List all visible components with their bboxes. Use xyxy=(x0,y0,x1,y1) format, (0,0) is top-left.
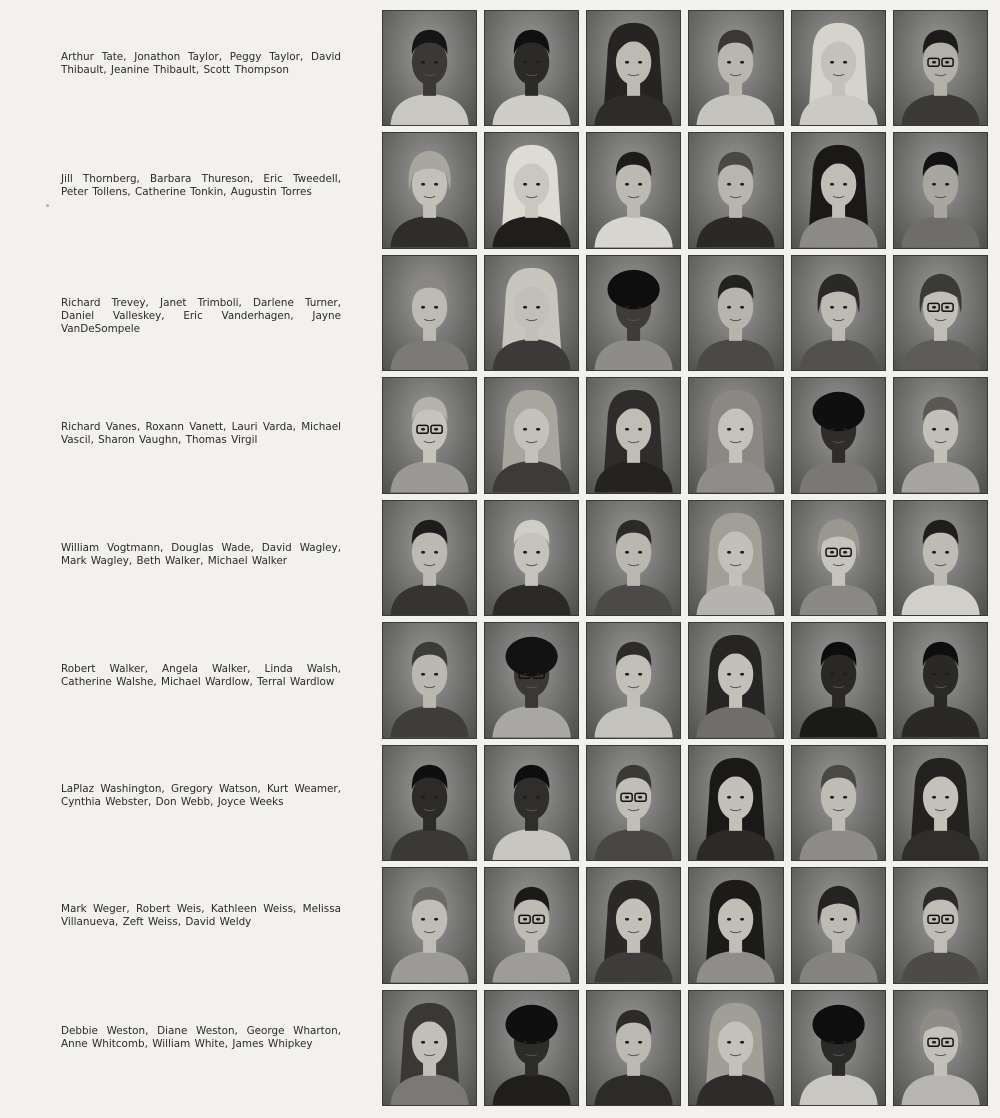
eye xyxy=(727,673,731,676)
shirt xyxy=(493,1073,571,1105)
portrait-figure xyxy=(383,256,476,370)
eye xyxy=(434,918,438,921)
portrait-figure xyxy=(894,378,987,492)
eye xyxy=(843,796,847,799)
portrait-grid xyxy=(382,10,988,1106)
portrait-figure xyxy=(894,256,987,370)
eye xyxy=(421,673,425,676)
portrait-figure xyxy=(485,11,578,125)
eye xyxy=(741,796,745,799)
eye xyxy=(945,551,949,554)
portrait-figure xyxy=(587,256,680,370)
eye xyxy=(741,918,745,921)
eye xyxy=(434,61,438,64)
shirt xyxy=(799,829,877,861)
page-speck xyxy=(46,204,49,207)
student-portrait xyxy=(484,990,579,1106)
student-portrait xyxy=(893,255,988,371)
eye xyxy=(421,796,425,799)
portrait-figure xyxy=(587,11,680,125)
student-portrait xyxy=(586,990,681,1106)
eye xyxy=(945,918,949,921)
hair-top xyxy=(506,1004,558,1043)
eye xyxy=(741,306,745,309)
portrait-figure xyxy=(894,501,987,615)
eye xyxy=(932,673,936,676)
portrait-figure xyxy=(383,501,476,615)
eye xyxy=(932,551,936,554)
student-portrait xyxy=(791,745,886,861)
portrait-figure xyxy=(689,746,782,860)
shirt xyxy=(799,706,877,738)
eye xyxy=(434,1040,438,1043)
eye xyxy=(945,183,949,186)
eye xyxy=(932,1040,936,1043)
eye xyxy=(625,183,629,186)
student-portrait xyxy=(688,10,783,126)
student-portrait xyxy=(893,500,988,616)
shirt xyxy=(697,216,775,248)
eye xyxy=(945,306,949,309)
eye xyxy=(638,1040,642,1043)
shirt xyxy=(493,706,571,738)
portrait-figure xyxy=(383,133,476,247)
eye xyxy=(434,551,438,554)
eye xyxy=(932,428,936,431)
eye xyxy=(421,918,425,921)
name-caption: Robert Walker, Angela Walker, Linda Walsh, Catherine Walshe, Michael Wardlow, Terral Wardlow xyxy=(61,663,341,688)
eye xyxy=(434,306,438,309)
eye xyxy=(830,551,834,554)
shirt xyxy=(390,94,468,126)
eye xyxy=(945,796,949,799)
student-portrait xyxy=(484,745,579,861)
student-portrait xyxy=(484,10,579,126)
student-portrait xyxy=(484,132,579,248)
eye xyxy=(638,918,642,921)
eye xyxy=(741,673,745,676)
student-portrait xyxy=(586,745,681,861)
student-portrait xyxy=(791,867,886,983)
eye xyxy=(843,551,847,554)
student-portrait xyxy=(586,132,681,248)
student-portrait xyxy=(893,867,988,983)
shirt xyxy=(799,339,877,371)
shirt xyxy=(595,339,673,371)
eye xyxy=(830,428,834,431)
student-portrait xyxy=(688,255,783,371)
eye xyxy=(638,61,642,64)
eye xyxy=(843,183,847,186)
portrait-figure xyxy=(894,133,987,247)
hair-top xyxy=(812,392,864,431)
shirt xyxy=(697,94,775,126)
student-portrait xyxy=(688,132,783,248)
student-portrait xyxy=(382,500,477,616)
name-caption: Mark Weger, Robert Weis, Kathleen Weiss, Melissa Villanueva, Zeft Weiss, David Weldy xyxy=(61,903,341,928)
portrait-figure xyxy=(689,501,782,615)
portrait-figure xyxy=(689,11,782,125)
shirt xyxy=(390,339,468,371)
eye xyxy=(830,306,834,309)
student-portrait xyxy=(688,745,783,861)
eye xyxy=(638,551,642,554)
name-caption: Debbie Weston, Diane Weston, George Wharton, Anne Whitcomb, William White, James Whipkey xyxy=(61,1025,341,1050)
student-portrait xyxy=(791,10,886,126)
student-portrait xyxy=(893,377,988,493)
portrait-figure xyxy=(587,746,680,860)
portrait-figure xyxy=(689,991,782,1105)
student-portrait xyxy=(382,622,477,738)
eye xyxy=(625,551,629,554)
name-caption: Richard Vanes, Roxann Vanett, Lauri Varda, Michael Vascil, Sharon Vaughn, Thomas Virgil xyxy=(61,421,341,446)
eye xyxy=(727,551,731,554)
shirt xyxy=(595,829,673,861)
portrait-figure xyxy=(792,501,885,615)
eye xyxy=(434,183,438,186)
portrait-figure xyxy=(383,991,476,1105)
student-portrait xyxy=(791,990,886,1106)
portrait-figure xyxy=(792,746,885,860)
hair-top xyxy=(608,270,660,309)
shirt xyxy=(901,951,979,983)
eye xyxy=(523,1040,527,1043)
student-portrait xyxy=(791,377,886,493)
shirt xyxy=(493,951,571,983)
portrait-figure xyxy=(689,623,782,737)
eye xyxy=(945,673,949,676)
portrait-figure xyxy=(792,11,885,125)
portrait-figure xyxy=(383,11,476,125)
eye xyxy=(727,796,731,799)
shirt xyxy=(390,461,468,493)
student-portrait xyxy=(688,377,783,493)
eye xyxy=(932,306,936,309)
eye xyxy=(741,61,745,64)
student-portrait xyxy=(586,500,681,616)
eye xyxy=(843,1040,847,1043)
eye xyxy=(536,551,540,554)
eye xyxy=(523,918,527,921)
eye xyxy=(727,306,731,309)
eye xyxy=(932,61,936,64)
student-portrait xyxy=(382,132,477,248)
eye xyxy=(843,61,847,64)
hair-top xyxy=(812,1004,864,1043)
eye xyxy=(830,918,834,921)
eye xyxy=(932,918,936,921)
shirt xyxy=(595,706,673,738)
student-portrait xyxy=(484,500,579,616)
shirt xyxy=(493,584,571,616)
student-portrait xyxy=(791,500,886,616)
portrait-figure xyxy=(792,623,885,737)
eye xyxy=(536,428,540,431)
eye xyxy=(843,918,847,921)
student-portrait xyxy=(382,990,477,1106)
eye xyxy=(932,796,936,799)
portrait-figure xyxy=(485,133,578,247)
portrait-figure xyxy=(485,501,578,615)
name-caption: William Vogtmann, Douglas Wade, David Wagley, Mark Wagley, Beth Walker, Michael Walker xyxy=(61,542,341,567)
portrait-figure xyxy=(587,133,680,247)
portrait-figure xyxy=(587,623,680,737)
shirt xyxy=(390,216,468,248)
name-caption: Arthur Tate, Jonathon Taylor, Peggy Taylor, David Thibault, Jeanine Thibault, Scott Thompson xyxy=(61,51,341,76)
student-portrait xyxy=(791,622,886,738)
student-portrait xyxy=(688,867,783,983)
portrait-figure xyxy=(894,868,987,982)
portrait-figure xyxy=(587,378,680,492)
eye xyxy=(523,61,527,64)
student-portrait xyxy=(586,10,681,126)
portrait-figure xyxy=(894,991,987,1105)
portrait-figure xyxy=(689,133,782,247)
student-portrait xyxy=(382,377,477,493)
eye xyxy=(830,796,834,799)
student-portrait xyxy=(484,377,579,493)
student-portrait xyxy=(893,10,988,126)
name-caption: Jill Thornberg, Barbara Thureson, Eric Tweedell, Peter Tollens, Catherine Tonkin, Augustin Torres xyxy=(61,173,341,198)
portrait-figure xyxy=(792,256,885,370)
eye xyxy=(741,183,745,186)
portrait-figure xyxy=(587,991,680,1105)
eye xyxy=(625,918,629,921)
shirt xyxy=(901,706,979,738)
eye xyxy=(843,306,847,309)
eye xyxy=(932,183,936,186)
portrait-figure xyxy=(485,991,578,1105)
portrait-figure xyxy=(587,501,680,615)
eye xyxy=(536,183,540,186)
student-portrait xyxy=(893,132,988,248)
eye xyxy=(536,1040,540,1043)
portrait-figure xyxy=(383,378,476,492)
eye xyxy=(945,1040,949,1043)
portrait-figure xyxy=(485,746,578,860)
eye xyxy=(421,183,425,186)
student-portrait xyxy=(893,745,988,861)
eye xyxy=(536,673,540,676)
shirt xyxy=(901,1073,979,1105)
name-caption: LaPlaz Washington, Gregory Watson, Kurt Weamer, Cynthia Webster, Don Webb, Joyce Weeks xyxy=(61,783,341,808)
eye xyxy=(523,306,527,309)
shirt xyxy=(799,1073,877,1105)
eye xyxy=(638,796,642,799)
eye xyxy=(421,306,425,309)
shirt xyxy=(901,584,979,616)
eye xyxy=(945,428,949,431)
student-portrait xyxy=(893,990,988,1106)
eye xyxy=(638,183,642,186)
student-portrait xyxy=(688,500,783,616)
portrait-figure xyxy=(383,623,476,737)
student-portrait xyxy=(688,990,783,1106)
eye xyxy=(536,61,540,64)
student-portrait xyxy=(484,867,579,983)
portrait-figure xyxy=(485,378,578,492)
student-portrait xyxy=(484,255,579,371)
eye xyxy=(523,673,527,676)
student-portrait xyxy=(484,622,579,738)
eye xyxy=(523,183,527,186)
eye xyxy=(638,673,642,676)
student-portrait xyxy=(586,255,681,371)
shirt xyxy=(799,951,877,983)
portrait-figure xyxy=(792,991,885,1105)
student-portrait xyxy=(382,10,477,126)
portrait-figure xyxy=(383,868,476,982)
eye xyxy=(830,673,834,676)
shirt xyxy=(390,951,468,983)
student-portrait xyxy=(688,622,783,738)
portrait-figure xyxy=(383,746,476,860)
portrait-figure xyxy=(485,868,578,982)
eye xyxy=(727,918,731,921)
eye xyxy=(434,796,438,799)
eye xyxy=(625,306,629,309)
portrait-figure xyxy=(894,11,987,125)
name-caption: Richard Trevey, Janet Trimboli, Darlene Turner, Daniel Valleskey, Eric Vanderhagen, Jayne VanDeSompele xyxy=(61,297,341,335)
eye xyxy=(536,918,540,921)
portrait-figure xyxy=(689,378,782,492)
eye xyxy=(638,428,642,431)
eye xyxy=(727,1040,731,1043)
eye xyxy=(741,551,745,554)
eye xyxy=(830,1040,834,1043)
eye xyxy=(945,61,949,64)
eye xyxy=(434,673,438,676)
eye xyxy=(434,428,438,431)
portrait-figure xyxy=(689,256,782,370)
eye xyxy=(523,796,527,799)
eye xyxy=(421,551,425,554)
eye xyxy=(523,428,527,431)
eye xyxy=(421,428,425,431)
eye xyxy=(727,183,731,186)
portrait-figure xyxy=(485,256,578,370)
portrait-figure xyxy=(792,378,885,492)
shirt xyxy=(901,339,979,371)
eye xyxy=(727,61,731,64)
shirt xyxy=(390,584,468,616)
portrait-figure xyxy=(894,746,987,860)
shirt xyxy=(901,216,979,248)
portrait-figure xyxy=(485,623,578,737)
student-portrait xyxy=(791,255,886,371)
shirt xyxy=(901,94,979,126)
caption-column xyxy=(0,0,380,1118)
eye xyxy=(830,61,834,64)
shirt xyxy=(595,584,673,616)
portrait-figure xyxy=(587,868,680,982)
portrait-figure xyxy=(792,133,885,247)
student-portrait xyxy=(586,622,681,738)
student-portrait xyxy=(382,255,477,371)
shirt xyxy=(595,1073,673,1105)
shirt xyxy=(799,584,877,616)
shirt xyxy=(799,461,877,493)
shirt xyxy=(595,216,673,248)
portrait-figure xyxy=(894,623,987,737)
hair-top xyxy=(506,637,558,676)
portrait-figure xyxy=(792,868,885,982)
eye xyxy=(843,673,847,676)
eye xyxy=(830,183,834,186)
eye xyxy=(625,796,629,799)
shirt xyxy=(493,94,571,126)
eye xyxy=(625,1040,629,1043)
eye xyxy=(625,428,629,431)
eye xyxy=(625,61,629,64)
eye xyxy=(536,306,540,309)
eye xyxy=(741,428,745,431)
eye xyxy=(741,1040,745,1043)
eye xyxy=(727,428,731,431)
student-portrait xyxy=(586,377,681,493)
student-portrait xyxy=(893,622,988,738)
eye xyxy=(843,428,847,431)
shirt xyxy=(697,339,775,371)
eye xyxy=(421,1040,425,1043)
eye xyxy=(421,61,425,64)
shirt xyxy=(901,461,979,493)
portrait-figure xyxy=(689,868,782,982)
eye xyxy=(523,551,527,554)
eye xyxy=(536,796,540,799)
student-portrait xyxy=(791,132,886,248)
shirt xyxy=(390,706,468,738)
student-portrait xyxy=(586,867,681,983)
student-portrait xyxy=(382,745,477,861)
student-portrait xyxy=(382,867,477,983)
shirt xyxy=(390,829,468,861)
eye xyxy=(638,306,642,309)
shirt xyxy=(493,829,571,861)
eye xyxy=(625,673,629,676)
